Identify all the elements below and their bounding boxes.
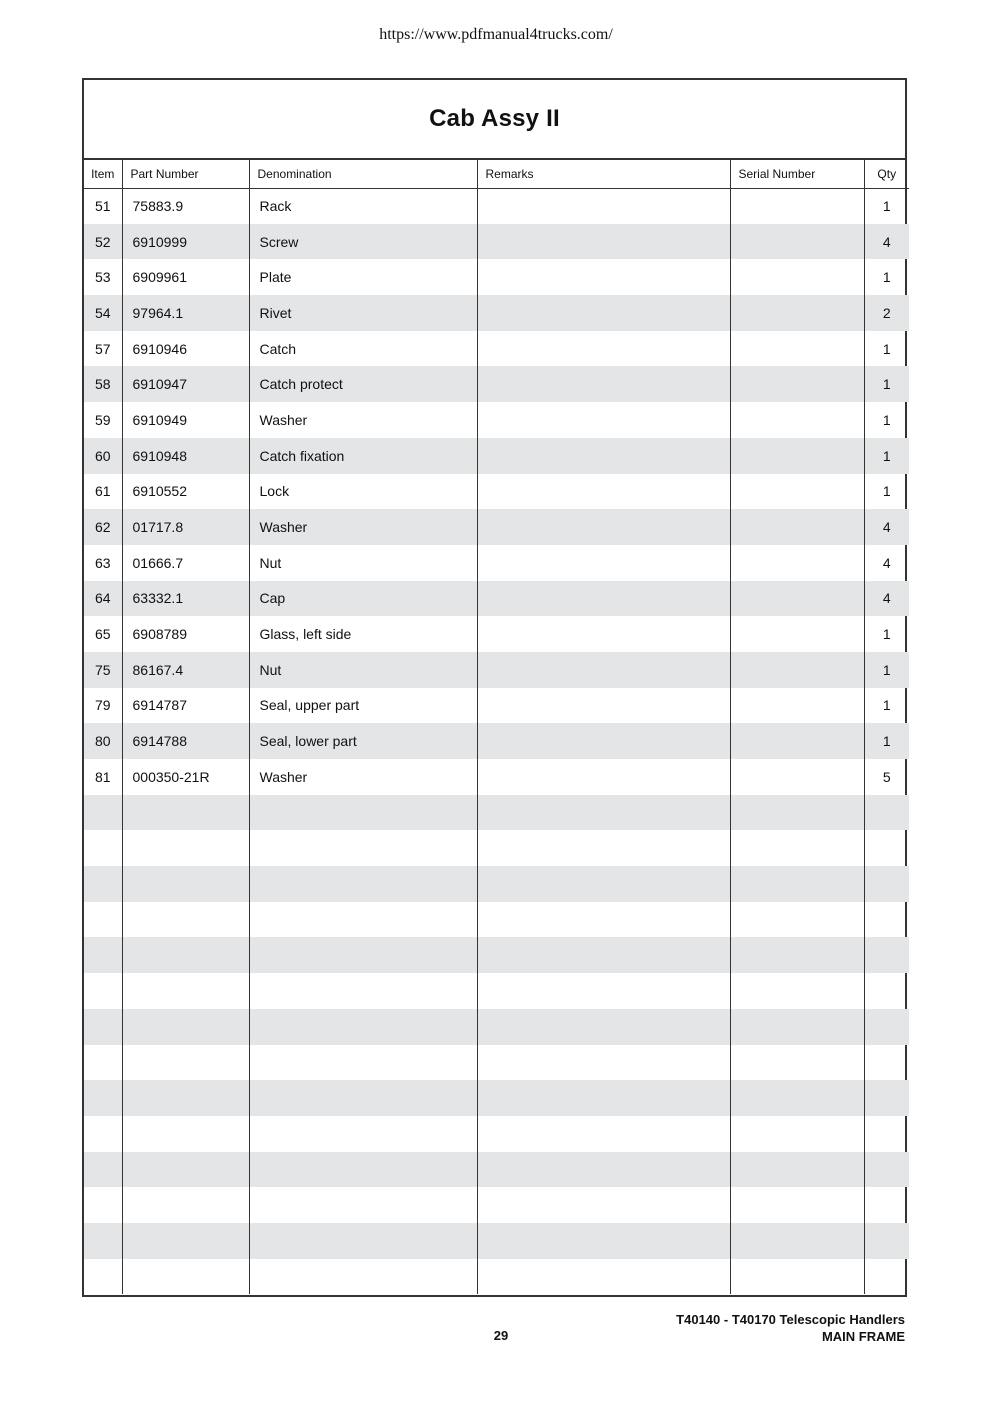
cell-remarks (477, 902, 730, 938)
cell-remarks (477, 509, 730, 545)
cell-part-number: 6908789 (122, 616, 249, 652)
cell-remarks (477, 830, 730, 866)
footer-section: MAIN FRAME (821, 1329, 905, 1344)
cell-serial-number (730, 295, 864, 331)
cell-remarks (477, 295, 730, 331)
cell-remarks (477, 1080, 730, 1116)
cell-item: 81 (94, 768, 111, 785)
cell-qty: 4 (864, 581, 909, 617)
table-row (84, 759, 909, 795)
cell-denomination: Glass, left side (249, 616, 477, 652)
cell-serial-number (730, 616, 864, 652)
cell-remarks (477, 652, 730, 688)
cell-part-number: 6909961 (122, 259, 249, 295)
table-row (84, 1152, 909, 1188)
cell-denomination: Plate (249, 259, 477, 295)
cell-remarks (477, 866, 730, 902)
cell-denomination: Catch (249, 331, 477, 367)
cell-denomination (249, 1187, 477, 1223)
cell-denomination: Seal, lower part (249, 723, 477, 759)
cell-item: 65 (94, 626, 111, 643)
table-row (84, 866, 909, 902)
cell-item (84, 1116, 122, 1152)
table-row (84, 973, 909, 1009)
cell-remarks (477, 1009, 730, 1045)
table-row (84, 188, 909, 224)
column-header-item: Item (84, 160, 122, 188)
table-row (84, 438, 909, 474)
cell-remarks (477, 1152, 730, 1188)
table-row (84, 259, 909, 295)
cell-qty: 4 (864, 224, 909, 260)
cell-qty (864, 902, 909, 938)
cell-part-number: 01666.7 (122, 545, 249, 581)
cell-part-number: 6914788 (122, 723, 249, 759)
cell-serial-number (730, 1080, 864, 1116)
table-row (84, 402, 909, 438)
cell-remarks (477, 259, 730, 295)
cell-qty (864, 795, 909, 831)
cell-denomination: Catch fixation (249, 438, 477, 474)
cell-denomination: Catch protect (249, 366, 477, 402)
cell-serial-number (730, 224, 864, 260)
table-row (84, 795, 909, 831)
cell-remarks (477, 366, 730, 402)
cell-remarks (477, 581, 730, 617)
cell-part-number (122, 973, 249, 1009)
cell-denomination (249, 795, 477, 831)
cell-serial-number (730, 688, 864, 724)
cell-part-number (122, 866, 249, 902)
cell-qty: 1 (864, 616, 909, 652)
cell-serial-number (730, 1045, 864, 1081)
cell-part-number (122, 1009, 249, 1045)
cell-part-number: 6910949 (122, 402, 249, 438)
cell-remarks (477, 1045, 730, 1081)
cell-part-number (122, 1045, 249, 1081)
table-row (84, 366, 909, 402)
cell-part-number (122, 830, 249, 866)
title-box (84, 80, 905, 160)
cell-qty: 2 (864, 295, 909, 331)
cell-qty: 1 (864, 723, 909, 759)
cell-part-number: 6914787 (122, 688, 249, 724)
cell-part-number: 6910948 (122, 438, 249, 474)
table-row (84, 509, 909, 545)
cell-qty (864, 1116, 909, 1152)
parts-table (84, 160, 909, 1294)
table-row (84, 688, 909, 724)
cell-denomination (249, 1152, 477, 1188)
cell-denomination (249, 1045, 477, 1081)
cell-denomination: Washer (249, 759, 477, 795)
cell-item: 59 (94, 411, 111, 428)
cell-qty: 1 (864, 438, 909, 474)
cell-item: 62 (84, 509, 122, 545)
table-row (84, 937, 909, 973)
table-row (84, 224, 909, 260)
cell-item (84, 973, 122, 1009)
cell-item: 52 (84, 224, 122, 260)
cell-qty: 1 (864, 366, 909, 402)
cell-part-number (122, 937, 249, 973)
cell-remarks (477, 937, 730, 973)
cell-denomination: Rivet (249, 295, 477, 331)
cell-item (84, 1259, 122, 1295)
cell-serial-number (730, 830, 864, 866)
cell-remarks (477, 402, 730, 438)
cell-serial-number (730, 402, 864, 438)
table-row (84, 723, 909, 759)
cell-serial-number (730, 759, 864, 795)
cell-item: 54 (84, 295, 122, 331)
column-header-qty: Qty (864, 160, 909, 188)
cell-remarks (477, 795, 730, 831)
page-number: 29 (493, 1328, 509, 1343)
table-row (84, 474, 909, 510)
cell-denomination (249, 830, 477, 866)
cell-item: 63 (94, 554, 111, 571)
cell-qty (864, 1045, 909, 1081)
cell-item (84, 1045, 122, 1081)
cell-denomination: Nut (249, 545, 477, 581)
table-row (84, 545, 909, 581)
cell-serial-number (730, 1152, 864, 1188)
cell-serial-number (730, 581, 864, 617)
cell-qty (864, 973, 909, 1009)
table-row (84, 1045, 909, 1081)
cell-part-number: 63332.1 (122, 581, 249, 617)
cell-qty (864, 1080, 909, 1116)
cell-remarks (477, 688, 730, 724)
table-header-row (84, 160, 909, 188)
table-row (84, 830, 909, 866)
cell-denomination: Rack (249, 188, 477, 224)
cell-remarks (477, 1187, 730, 1223)
cell-part-number: 6910947 (122, 366, 249, 402)
cell-serial-number (730, 509, 864, 545)
cell-denomination: Washer (249, 509, 477, 545)
cell-denomination (249, 866, 477, 902)
cell-qty (864, 1223, 909, 1259)
cell-part-number: 6910999 (122, 224, 249, 260)
cell-qty: 1 (864, 188, 909, 224)
cell-serial-number (730, 866, 864, 902)
cell-serial-number (730, 652, 864, 688)
cell-item: 61 (94, 483, 111, 500)
cell-serial-number (730, 902, 864, 938)
table-row (84, 616, 909, 652)
cell-qty (864, 866, 909, 902)
cell-part-number: 86167.4 (122, 652, 249, 688)
cell-serial-number (730, 1116, 864, 1152)
cell-item (84, 1009, 122, 1045)
cell-serial-number (730, 973, 864, 1009)
table-row (84, 331, 909, 367)
cell-serial-number (730, 545, 864, 581)
cell-denomination: Seal, upper part (249, 688, 477, 724)
cell-serial-number (730, 1259, 864, 1295)
cell-denomination: Screw (249, 224, 477, 260)
cell-item (84, 795, 122, 831)
cell-serial-number (730, 1223, 864, 1259)
cell-remarks (477, 545, 730, 581)
table-row (84, 1223, 909, 1259)
cell-remarks (477, 973, 730, 1009)
cell-part-number (122, 1080, 249, 1116)
cell-qty (864, 830, 909, 866)
cell-serial-number (730, 937, 864, 973)
table-row (84, 652, 909, 688)
cell-qty: 1 (864, 259, 909, 295)
source-url[interactable]: https://www.pdfmanual4trucks.com/ (379, 26, 613, 43)
table-row (84, 1187, 909, 1223)
cell-item: 57 (94, 340, 111, 357)
cell-denomination (249, 1116, 477, 1152)
column-header-serial-number: Serial Number (730, 160, 864, 188)
cell-item (84, 830, 122, 866)
cell-serial-number (730, 474, 864, 510)
cell-denomination (249, 937, 477, 973)
cell-qty (864, 1259, 909, 1295)
table-row (84, 1080, 909, 1116)
cell-qty: 1 (864, 474, 909, 510)
cell-part-number (122, 1187, 249, 1223)
table-row (84, 581, 909, 617)
column-header-part-number: Part Number (122, 160, 249, 188)
cell-item (84, 1187, 122, 1223)
cell-denomination (249, 1009, 477, 1045)
cell-qty: 1 (864, 652, 909, 688)
cell-denomination (249, 1080, 477, 1116)
cell-qty (864, 937, 909, 973)
cell-qty (864, 1009, 909, 1045)
cell-item: 53 (94, 269, 111, 286)
cell-denomination (249, 902, 477, 938)
cell-denomination (249, 1223, 477, 1259)
cell-item (84, 937, 122, 973)
footer-model: T40140 - T40170 Telescopic Handlers (676, 1312, 905, 1327)
cell-part-number: 75883.9 (122, 188, 249, 224)
column-header-denomination: Denomination (249, 160, 477, 188)
table-row (84, 902, 909, 938)
table-row (84, 1259, 909, 1295)
cell-qty (864, 1152, 909, 1188)
cell-remarks (477, 188, 730, 224)
cell-item (84, 1223, 122, 1259)
cell-qty: 4 (864, 545, 909, 581)
cell-part-number (122, 902, 249, 938)
cell-part-number (122, 1223, 249, 1259)
cell-serial-number (730, 1009, 864, 1045)
cell-denomination: Washer (249, 402, 477, 438)
cell-item: 58 (84, 366, 122, 402)
cell-qty (864, 1187, 909, 1223)
cell-item (84, 866, 122, 902)
table-row (84, 1009, 909, 1045)
cell-denomination: Nut (249, 652, 477, 688)
cell-item: 79 (94, 697, 111, 714)
table-row (84, 1116, 909, 1152)
cell-item: 60 (84, 438, 122, 474)
cell-remarks (477, 1259, 730, 1295)
cell-qty: 1 (864, 331, 909, 367)
cell-item: 51 (94, 198, 111, 215)
cell-serial-number (730, 366, 864, 402)
cell-part-number: 000350-21R (122, 759, 249, 795)
cell-part-number (122, 1116, 249, 1152)
cell-item (84, 1152, 122, 1188)
cell-serial-number (730, 259, 864, 295)
sheet-title: Cab Assy II (429, 105, 560, 132)
cell-remarks (477, 759, 730, 795)
column-header-remarks: Remarks (477, 160, 730, 188)
parts-sheet (82, 78, 907, 1297)
cell-remarks (477, 1223, 730, 1259)
cell-part-number (122, 1259, 249, 1295)
cell-item: 80 (84, 723, 122, 759)
cell-remarks (477, 224, 730, 260)
cell-denomination: Lock (249, 474, 477, 510)
cell-item: 64 (84, 581, 122, 617)
cell-denomination (249, 973, 477, 1009)
cell-part-number: 6910946 (122, 331, 249, 367)
cell-serial-number (730, 188, 864, 224)
cell-qty: 1 (864, 402, 909, 438)
cell-serial-number (730, 331, 864, 367)
cell-serial-number (730, 1187, 864, 1223)
cell-serial-number (730, 795, 864, 831)
cell-remarks (477, 438, 730, 474)
cell-remarks (477, 1116, 730, 1152)
cell-part-number: 97964.1 (122, 295, 249, 331)
table-row (84, 295, 909, 331)
cell-remarks (477, 723, 730, 759)
cell-serial-number (730, 723, 864, 759)
cell-item: 75 (84, 652, 122, 688)
cell-qty: 5 (864, 759, 909, 795)
cell-remarks (477, 474, 730, 510)
cell-part-number: 01717.8 (122, 509, 249, 545)
cell-remarks (477, 616, 730, 652)
cell-denomination: Cap (249, 581, 477, 617)
cell-qty: 1 (864, 688, 909, 724)
cell-item (84, 1080, 122, 1116)
parts-table-body (84, 188, 909, 1294)
cell-serial-number (730, 438, 864, 474)
cell-denomination (249, 1259, 477, 1295)
cell-part-number: 6910552 (122, 474, 249, 510)
cell-part-number (122, 795, 249, 831)
cell-qty: 4 (864, 509, 909, 545)
cell-item (84, 902, 122, 938)
cell-remarks (477, 331, 730, 367)
cell-part-number (122, 1152, 249, 1188)
